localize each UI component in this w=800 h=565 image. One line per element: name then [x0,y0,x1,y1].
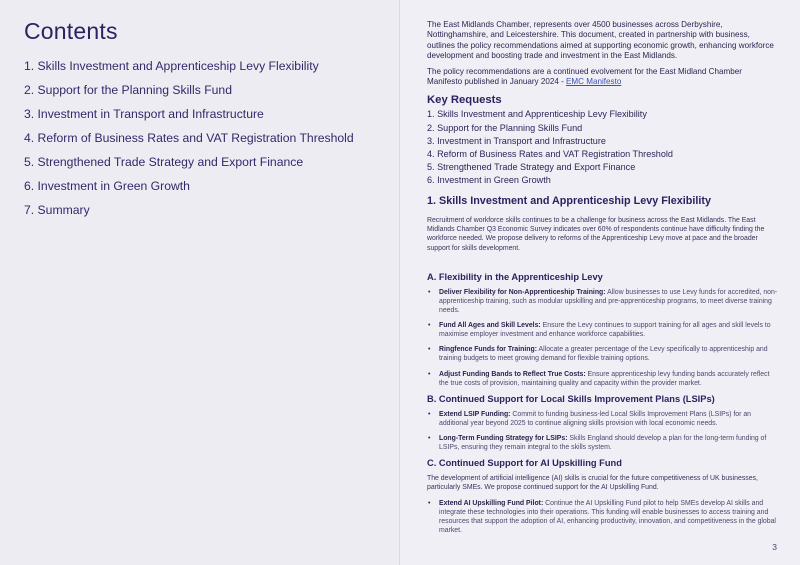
contents-title: Contents [24,18,118,44]
table-of-contents [24,58,354,226]
subsection-c-bullets [427,499,779,535]
manifesto-paragraph [427,67,779,88]
bullet-text: Ensure apprenticeship levy funding bands accurately reflect the true costs of provision, maintaining quality and capacity within the provider market. [439,370,770,387]
bullet-text: Ensure the Levy continues to support training for all ages and skill levels to maximise employer investment and enhance workforce capabilities. [439,322,771,339]
key-request-item: 2. Support for the Planning Skills Fund [427,122,583,133]
emc-manifesto-link[interactable]: EMC Manifesto [566,77,622,87]
bullet-text: Allow businesses to use Levy funds for accredited, non-apprenticeship training, such as modular upskilling and pre-apprenticeship programs, to meet diverse training needs. [439,288,778,315]
key-requests-list [427,108,779,187]
bullet-lead: Long-Term Funding Strategy for LSIPs: [439,434,568,442]
bullet-lead: Extend AI Upskilling Fund Pilot: [439,499,544,507]
right-page [400,0,800,565]
bullet-text: Skills England should develop a plan for the long-term funding of LSIPs, ensuring they remain integral to the skills system. [439,434,767,451]
toc-item[interactable]: 7. Summary [24,203,90,217]
subsection-c-heading: C. Continued Support for AI Upskilling Fund [427,458,622,469]
subsection-b-bullets [427,410,779,452]
bullet-text: Allocate a greater percentage of the Levy specifically to apprenticeship and training budgets to meet growing demand for flexible training options. [439,346,768,363]
bullet-lead: Deliver Flexibility for Non-Apprenticeship Training: [439,288,606,296]
manifesto-text: The policy recommendations are a continued evolvement for the East Midland Chamber Manifesto published in January 2024 - [427,66,742,87]
right-page-content [427,20,779,541]
subsection-c-paragraph: The development of artificial intelligence (AI) skills is crucial for the future competitiveness of UK businesses, particularly SMEs. We propose continued support for the AI Upskilling Fund. [427,475,758,492]
bullet-lead: Ringfence Funds for Training: [439,346,537,354]
key-request-item: 4. Reform of Business Rates and VAT Registration Threshold [427,149,673,160]
toc-item[interactable]: 5. Strengthened Trade Strategy and Export Finance [24,155,304,169]
key-request-item: 5. Strengthened Trade Strategy and Export Finance [427,162,636,173]
subsection-a-heading: A. Flexibility in the Apprenticeship Levy [427,271,603,282]
subsection-b-heading: B. Continued Support for Local Skills Improvement Plans (LSIPs) [427,393,715,404]
bullet-lead: Extend LSIP Funding: [439,410,511,418]
bullet-lead: Fund All Ages and Skill Levels: [439,322,541,330]
key-request-item: 3. Investment in Transport and Infrastructure [427,135,606,146]
section-heading: 1. Skills Investment and Apprenticeship Levy Flexibility [427,194,712,207]
page-number: 3 [772,542,777,552]
key-request-item: 6. Investment in Green Growth [427,175,551,186]
toc-item[interactable]: 3. Investment in Transport and Infrastructure [24,107,264,121]
intro-paragraph: The East Midlands Chamber, represents over 4500 businesses across Derbyshire, Nottinghamshire, and Leicestershire. This document, created in partnership with business, outlines the policy recommendations aimed at supporting economic growth, enhancing workforce development and boosting trade and investment in the East Midlands. [427,20,774,61]
toc-item[interactable]: 1. Skills Investment and Apprenticeship Levy Flexibility [24,59,319,73]
bullet-item [427,434,779,452]
key-request-item: 1. Skills Investment and Apprenticeship Levy Flexibility [427,109,647,120]
bullet-text: Continue the AI Upskilling Fund pilot to help SMEs develop AI skills and integrate these technologies into their operations. This funding will enable businesses to access training and resources that support the adoption of AI, enhancing productivity, innovation, and competitiveness in the global market. [439,499,776,534]
bullet-item [427,410,779,428]
toc-item[interactable]: 6. Investment in Green Growth [24,179,190,193]
section-paragraph: Recruitment of workforce skills continues to be a challenge for business across the East Midlands. The East Midlands Chamber Q3 Economic Survey indicates over 60% of respondents continue have difficulty finding the workforce needed. We propose delivery to reforms of the Apprenticeship Levy move at pace and the broader support for skills development. [427,216,765,252]
key-requests-heading: Key Requests [427,94,502,107]
toc-item[interactable]: 2. Support for the Planning Skills Fund [24,83,232,97]
bullet-lead: Adjust Funding Bands to Reflect True Costs: [439,370,586,378]
bullet-item [427,499,779,535]
bullet-item [427,345,779,363]
toc-item[interactable]: 4. Reform of Business Rates and VAT Registration Threshold [24,131,354,145]
bullet-text: Commit to funding business-led Local Skills Improvement Plans (LSIPs) for an additional year beyond 2025 to continue aligning skills provision with local economic needs. [439,410,751,427]
bullet-item [427,288,779,315]
bullet-item [427,321,779,339]
subsection-a-bullets [427,288,779,388]
bullet-item [427,370,779,388]
